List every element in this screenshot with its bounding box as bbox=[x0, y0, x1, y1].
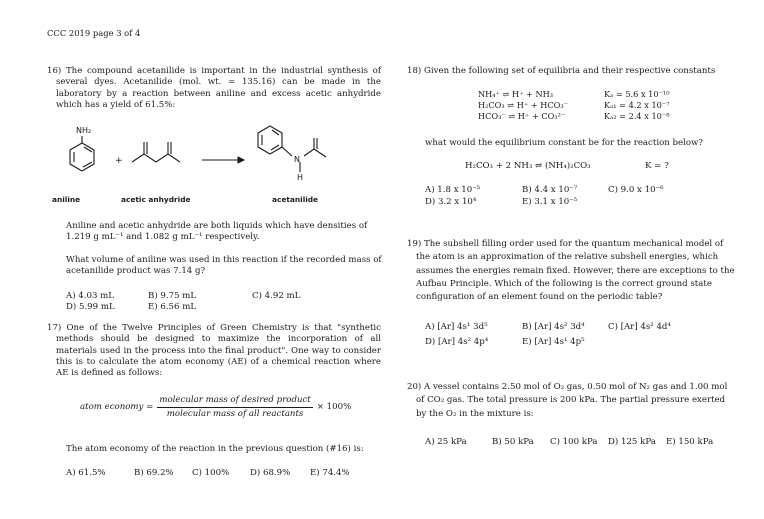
q18-option-b[interactable]: B) 4.4 x 10⁻⁷ bbox=[522, 185, 578, 195]
h-label: H bbox=[297, 173, 304, 182]
q17-option-d[interactable]: D) 68.9% bbox=[250, 468, 291, 478]
q17-stem: 17) One of the Twelve Principles of Green Chemistry is that "synthetic methods should be designed to maximize the incorporation of all materials used in the process into the final product". One way to consider this is to calculate the atom economy (AE) of a chemical reaction where AE is defined as follows: bbox=[47, 323, 381, 379]
acetic-anhydride-label: acetic anhydride bbox=[121, 195, 191, 204]
formula-times: × 100% bbox=[316, 402, 352, 413]
q20-stem: 20) A vessel contains 2.50 mol of O₂ gas, 0.50 mol of N₂ gas and 1.00 mol of CO₂ gas. The total pressure is 200 kPa. The partial pressure exerted by the O₂ in the mixture is: bbox=[407, 382, 728, 419]
equilibrium-row bbox=[478, 100, 674, 111]
acetanilide-label: acetanilide bbox=[272, 195, 319, 204]
q16-density-info: Aniline and acetic anhydride are both liquids which have densities of 1.219 g mL⁻¹ and 1.082 g mL⁻¹ respectively. bbox=[66, 221, 368, 243]
reaction-arrow bbox=[202, 157, 244, 163]
q19-option-a[interactable]: A) [Ar] 4s¹ 3d⁵ bbox=[425, 322, 488, 332]
equilibrium-equation: H₂CO₃ ⇌ H⁺ + HCO₃⁻ bbox=[478, 99, 568, 110]
acetanilide-structure bbox=[258, 126, 326, 172]
q18-option-c[interactable]: C) 9.0 x 10⁻⁶ bbox=[608, 185, 664, 195]
q19-stem: 19) The subshell filling order used for the quantum mechanical model of the atom is an approximation of the relative subshell energies, which assumes the energies remain fixed. However, there are exceptions to the Aufbau Principle. Which of the following is the correct ground state configuration of an element found on the periodic table? bbox=[407, 239, 735, 303]
q16-question: What volume of aniline was used in this reaction if the recorded mass of acetanilide product was 7.14 g? bbox=[66, 255, 382, 277]
q20-option-b[interactable]: B) 50 kPa bbox=[492, 437, 534, 447]
equilibrium-constant: Kₐ₂ = 2.4 x 10⁻⁸ bbox=[604, 110, 670, 121]
q20-option-a[interactable]: A) 25 kPa bbox=[425, 437, 467, 447]
formula-fraction bbox=[157, 395, 312, 421]
q18-option-d[interactable]: D) 3.2 x 10⁴ bbox=[425, 197, 477, 207]
q17-option-e[interactable]: E) 74.4% bbox=[310, 468, 350, 478]
q20-option-d[interactable]: D) 125 kPa bbox=[608, 437, 656, 447]
formula-numerator: molecular mass of desired product bbox=[157, 395, 312, 408]
q17-option-a[interactable]: A) 61.5% bbox=[66, 468, 106, 478]
q20-option-c[interactable]: C) 100 kPa bbox=[550, 437, 598, 447]
q18-equilibria-table bbox=[478, 89, 674, 121]
formula-denominator: molecular mass of all reactants bbox=[166, 409, 304, 420]
q18-question: what would the equilibrium constant be for the reaction below? bbox=[425, 138, 703, 148]
q19-option-e[interactable]: E) [Ar] 4s¹ 4p⁵ bbox=[522, 337, 585, 347]
q19-option-c[interactable]: C) [Ar] 4s² 4d⁴ bbox=[608, 322, 671, 332]
q18-option-a[interactable]: A) 1.8 x 10⁻⁵ bbox=[425, 185, 481, 195]
q16-stem: 16) The compound acetanilide is important in the industrial synthesis of several dyes. Acetanilide (mol. wt. = 135.16) can be made in the laboratory by a reaction between aniline and excess acetic anhydride which has a yield of 61.5%: bbox=[47, 66, 381, 111]
q17-question: The atom economy of the reaction in the previous question (#16) is: bbox=[66, 444, 364, 454]
q16-option-c[interactable]: C) 4.92 mL bbox=[252, 291, 301, 301]
q18-k-unknown: K = ? bbox=[645, 161, 669, 171]
q19-option-b[interactable]: B) [Ar] 4s² 3d⁴ bbox=[522, 322, 585, 332]
q16-reaction-scheme bbox=[52, 116, 382, 208]
aniline-label: aniline bbox=[52, 195, 81, 204]
equilibrium-equation: HCO₃⁻ ⇌ H⁺ + CO₃²⁻ bbox=[478, 110, 566, 121]
equilibrium-equation: NH₄⁺ ⇌ H⁺ + NH₃ bbox=[478, 89, 554, 99]
plus-sign: + bbox=[115, 156, 123, 166]
q16-option-b[interactable]: B) 9.75 mL bbox=[148, 291, 197, 301]
formula-lhs: atom economy = bbox=[80, 402, 154, 413]
q18-reaction: H₂CO₃ + 2 NH₃ ⇌ (NH₄)₂CO₃ bbox=[465, 161, 591, 171]
q19-option-d[interactable]: D) [Ar] 4s² 4p⁴ bbox=[425, 337, 489, 347]
q18-stem: 18) Given the following set of equilibria and their respective constants bbox=[407, 66, 716, 76]
equilibrium-row bbox=[478, 111, 674, 122]
nh2-label: NH₂ bbox=[76, 126, 92, 135]
q17-atom-economy-formula bbox=[80, 395, 351, 421]
equilibrium-constant: Kₐ₁ = 4.2 x 10⁻⁷ bbox=[604, 99, 670, 110]
q20-option-e[interactable]: E) 150 kPa bbox=[666, 437, 714, 447]
aniline-structure bbox=[70, 136, 94, 171]
equilibrium-constant: Kₐ = 5.6 x 10⁻¹⁰ bbox=[604, 89, 670, 99]
equilibrium-row bbox=[478, 89, 674, 100]
n-label: N bbox=[294, 155, 300, 164]
q17-option-c[interactable]: C) 100% bbox=[192, 468, 230, 478]
page-header: CCC 2019 page 3 of 4 bbox=[47, 28, 141, 38]
acetic-anhydride-structure bbox=[132, 142, 180, 162]
q17-option-b[interactable]: B) 69.2% bbox=[134, 468, 174, 478]
q16-option-a[interactable]: A) 4.03 mL bbox=[66, 291, 115, 301]
q16-option-e[interactable]: E) 6.56 mL bbox=[148, 302, 197, 312]
q16-option-d[interactable]: D) 5.99 mL bbox=[66, 302, 115, 312]
q18-option-e[interactable]: E) 3.1 x 10⁻⁵ bbox=[522, 197, 578, 207]
